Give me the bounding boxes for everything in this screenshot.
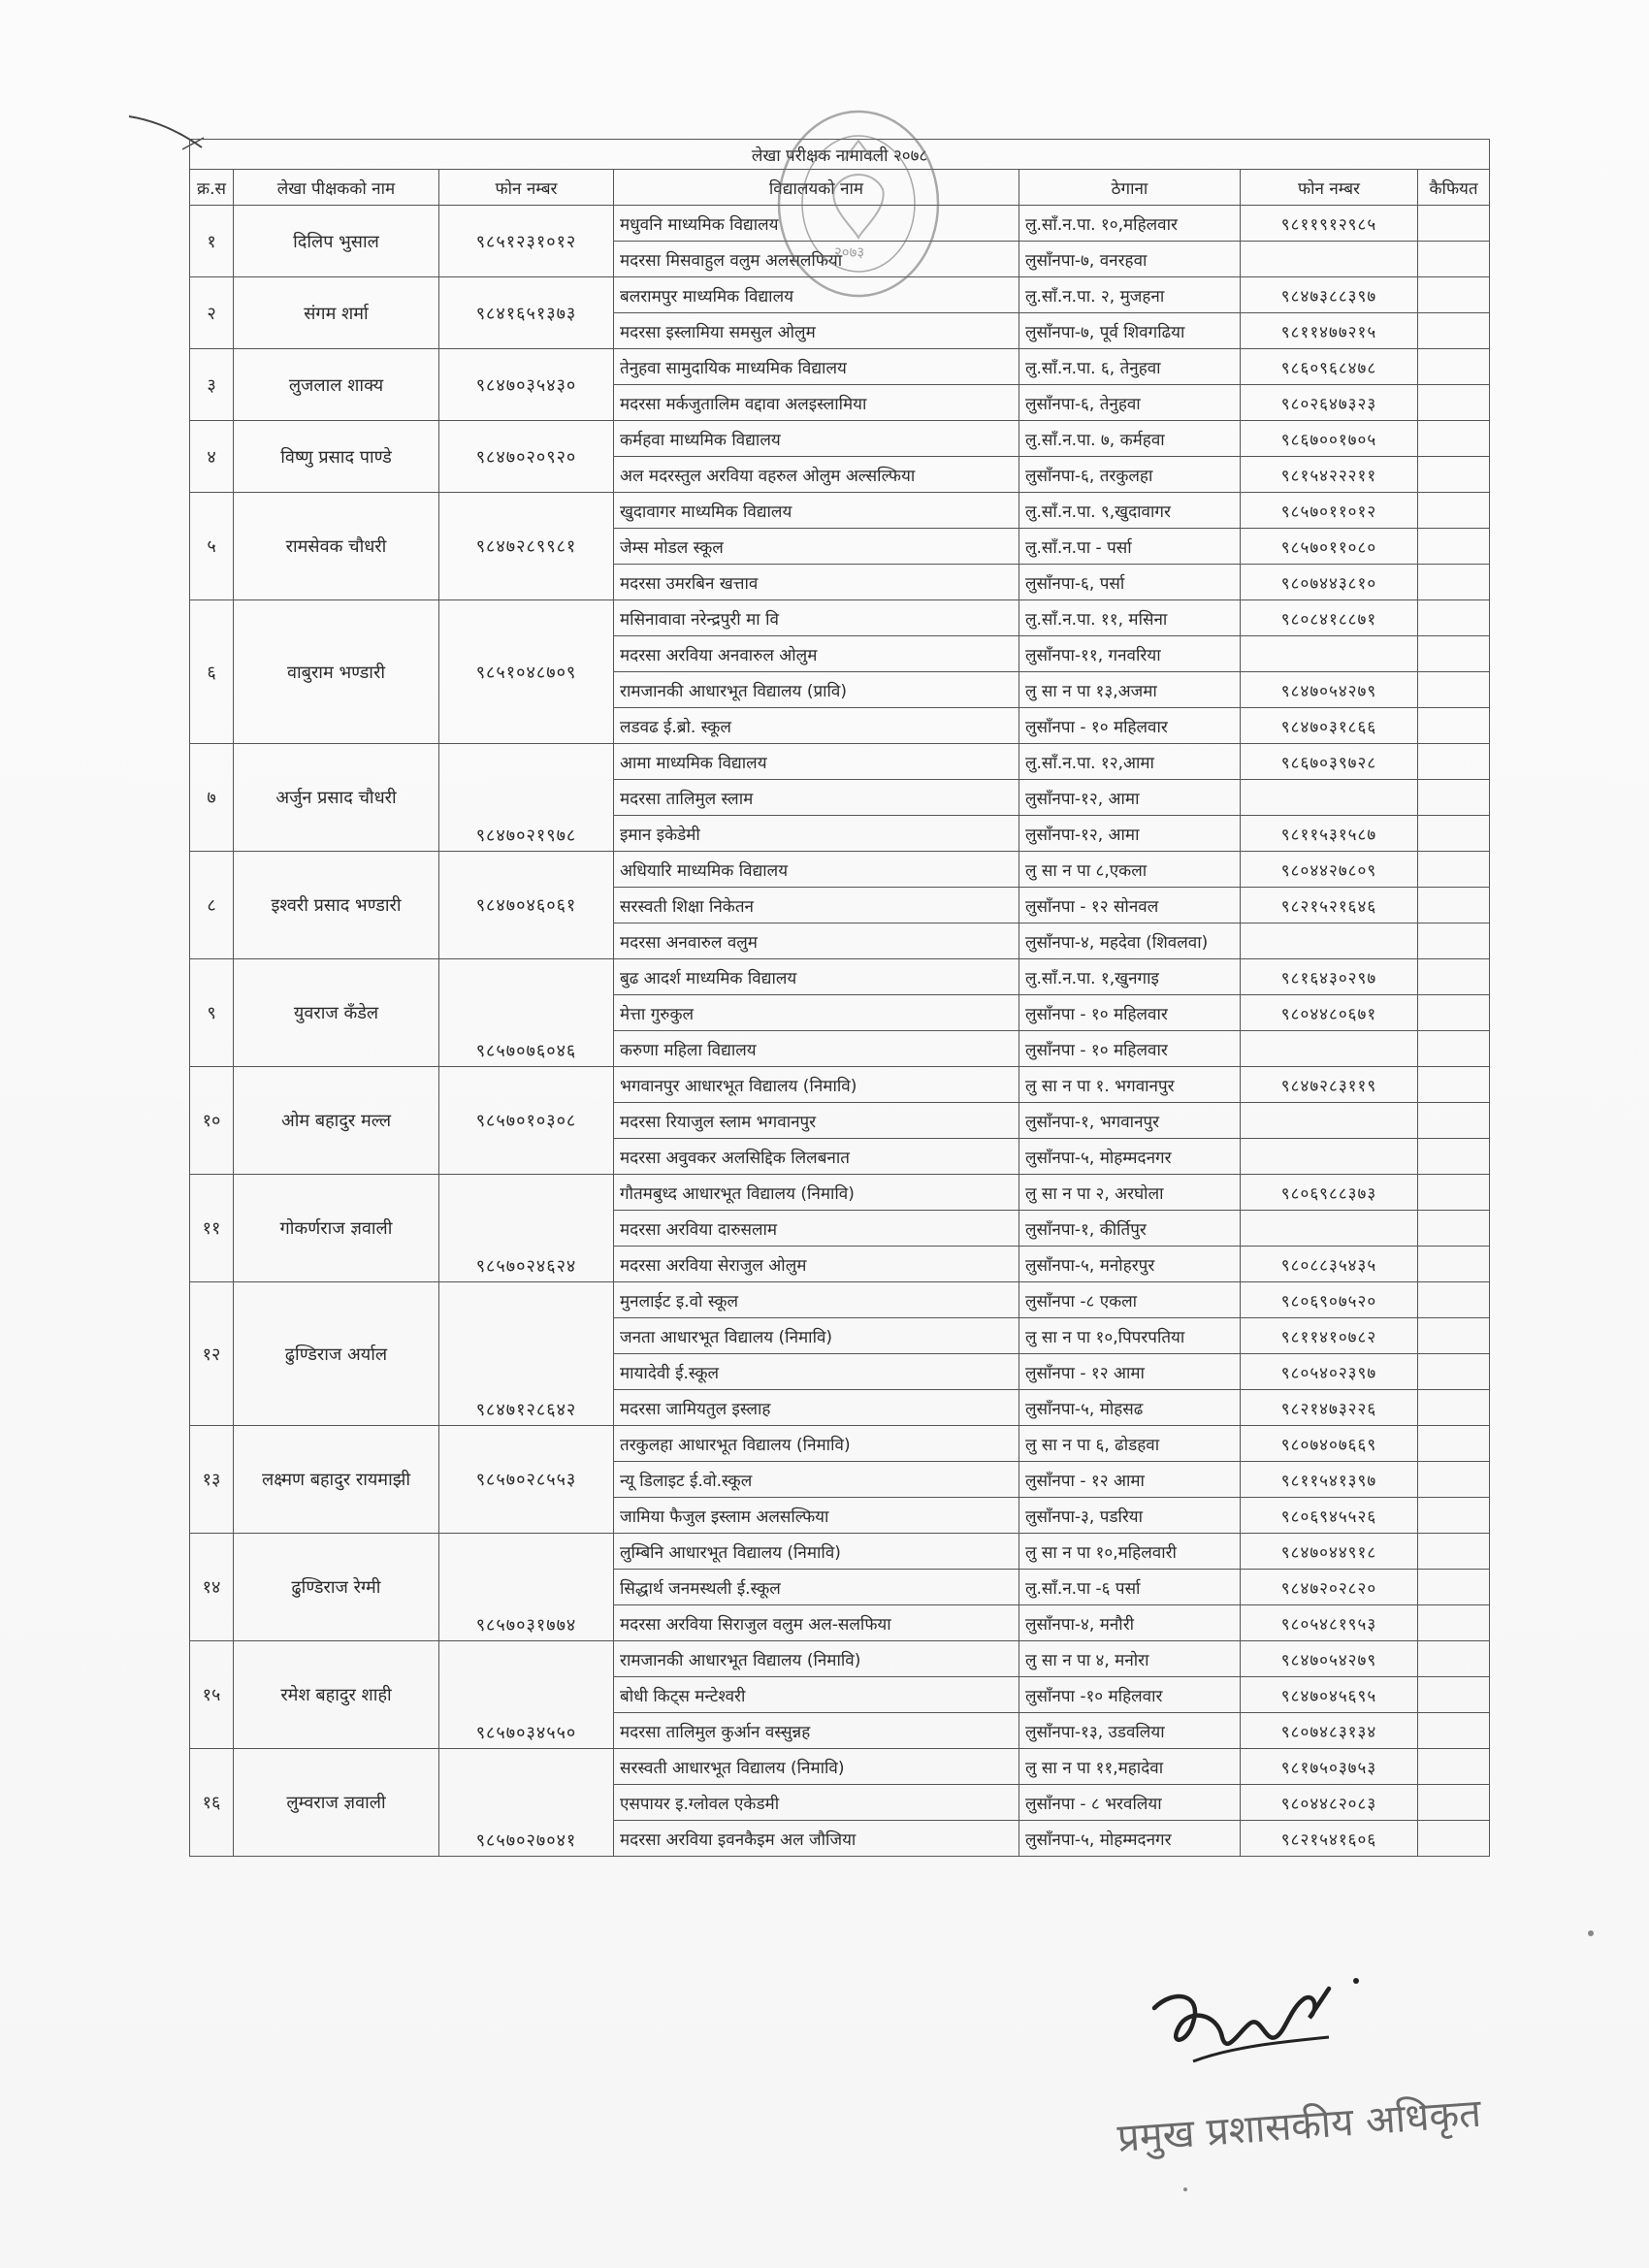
- serial-number: १६: [190, 1749, 234, 1857]
- school-address: लुसाँनपा-१२, आमा: [1019, 780, 1241, 816]
- table-row: [190, 1067, 1490, 1103]
- serial-number: २: [190, 277, 234, 349]
- school-phone: [1241, 923, 1418, 959]
- remarks-cell: [1418, 672, 1490, 708]
- auditor-table: [189, 139, 1490, 1857]
- auditor-name: गोकर्णराज ज्ञवाली: [234, 1175, 439, 1282]
- school-address: लु सा न पा १०,पिपरपतिया: [1019, 1318, 1241, 1354]
- school-name: मायादेवी ई.स्कूल: [614, 1354, 1019, 1390]
- school-phone: ९८११५४१३९७: [1241, 1462, 1418, 1498]
- remarks-cell: [1418, 457, 1490, 493]
- remarks-cell: [1418, 1605, 1490, 1641]
- auditor-phone: ९८४७०४६०६१: [439, 852, 614, 959]
- school-name: मदरसा जामियतुल इस्लाह: [614, 1390, 1019, 1426]
- school-name: मदरसा अरविया इवनकैइम अल जौजिया: [614, 1821, 1019, 1857]
- school-name: कर्महवा माध्यमिक विद्यालय: [614, 421, 1019, 457]
- school-name: एसपायर इ.ग्लोवल एकेडमी: [614, 1785, 1019, 1821]
- remarks-cell: [1418, 600, 1490, 636]
- remarks-cell: [1418, 708, 1490, 744]
- header-auditor-phone: फोन नम्बर: [439, 170, 614, 206]
- school-name: जेम्स मोडल स्कूल: [614, 529, 1019, 565]
- school-address: लुसाँनपा-११, गनवरिया: [1019, 636, 1241, 672]
- remarks-cell: [1418, 1462, 1490, 1498]
- remarks-cell: [1418, 529, 1490, 565]
- auditor-name: दिलिप भुसाल: [234, 206, 439, 277]
- school-address: लु.साँ.न.पा -६ पर्सा: [1019, 1570, 1241, 1605]
- serial-number: ११: [190, 1175, 234, 1282]
- remarks-cell: [1418, 349, 1490, 385]
- auditor-name: वाबुराम भण्डारी: [234, 600, 439, 744]
- school-address: लुसाँनपा-७, वनरहवा: [1019, 242, 1241, 277]
- school-address: लु सा न पा १३,अजमा: [1019, 672, 1241, 708]
- school-phone: ९८२१५२१६४६: [1241, 888, 1418, 923]
- remarks-cell: [1418, 1318, 1490, 1354]
- school-address: लुसाँनपा-५, मोहसढ: [1019, 1390, 1241, 1426]
- remarks-cell: [1418, 816, 1490, 852]
- auditor-phone: ९८४७२८९९८१: [439, 493, 614, 600]
- auditor-phone: ९८४७०२०९२०: [439, 421, 614, 493]
- school-phone: ९८१५४२२२११: [1241, 457, 1418, 493]
- school-name: मुनलाईट इ.वो स्कूल: [614, 1282, 1019, 1318]
- school-phone: ९८४७०५४२७९: [1241, 1641, 1418, 1677]
- school-name: जनता आधारभूत विद्यालय (निमावि): [614, 1318, 1019, 1354]
- table-row: [190, 421, 1490, 457]
- table-row: [190, 277, 1490, 313]
- school-address: लुसाँनपा-१, भगवानपुर: [1019, 1103, 1241, 1139]
- school-address: लुसाँनपा - १२ आमा: [1019, 1462, 1241, 1498]
- school-phone: ९८०५४८१९५३: [1241, 1605, 1418, 1641]
- header-school-phone: फोन नम्बर: [1241, 170, 1418, 206]
- remarks-cell: [1418, 1354, 1490, 1390]
- school-name: रामजानकी आधारभूत विद्यालय (प्रावि): [614, 672, 1019, 708]
- school-address: लु सा न पा ४, मनोरा: [1019, 1641, 1241, 1677]
- remarks-cell: [1418, 1534, 1490, 1570]
- school-phone: [1241, 1031, 1418, 1067]
- svg-text:२०७३: २०७३: [834, 243, 865, 261]
- auditor-phone: ९८५१२३१०१२: [439, 206, 614, 277]
- table-row: [190, 1641, 1490, 1677]
- school-name: मधुवनि माध्यमिक विद्यालय: [614, 206, 1019, 242]
- serial-number: ५: [190, 493, 234, 600]
- table-body: [190, 206, 1490, 1857]
- school-name: इमान इकेडेमी: [614, 816, 1019, 852]
- serial-number: १५: [190, 1641, 234, 1749]
- school-phone: ९८४७०५४२७९: [1241, 672, 1418, 708]
- school-phone: ९८४७२८३११९: [1241, 1067, 1418, 1103]
- auditor-name: ढुण्डिराज अर्याल: [234, 1282, 439, 1426]
- school-name: भगवानपुर आधारभूत विद्यालय (निमावि): [614, 1067, 1019, 1103]
- remarks-cell: [1418, 277, 1490, 313]
- remarks-cell: [1418, 1785, 1490, 1821]
- school-name: मदरसा उमरबिन खत्ताव: [614, 565, 1019, 600]
- school-address: लु.साँ.न.पा. १,खुनगाइ: [1019, 959, 1241, 995]
- serial-number: १४: [190, 1534, 234, 1641]
- auditor-phone: ९८५७०३१७७४: [439, 1534, 614, 1641]
- remarks-cell: [1418, 493, 1490, 529]
- school-address: लुसाँनपा-१३, उडवलिया: [1019, 1713, 1241, 1749]
- school-name: आमा माध्यमिक विद्यालय: [614, 744, 1019, 780]
- table-row: [190, 1426, 1490, 1462]
- remarks-cell: [1418, 242, 1490, 277]
- school-name: मदरसा अरविया सिराजुल वलुम अल-सलफिया: [614, 1605, 1019, 1641]
- auditor-phone: ९८५१०४८७०९: [439, 600, 614, 744]
- school-name: जामिया फैजुल इस्लाम अलसल्फिया: [614, 1498, 1019, 1534]
- remarks-cell: [1418, 636, 1490, 672]
- table-row: [190, 852, 1490, 888]
- school-address: लुसाँनपा-१, कीर्तिपुर: [1019, 1211, 1241, 1247]
- serial-number: १: [190, 206, 234, 277]
- school-phone: ९८४७०३१८६६: [1241, 708, 1418, 744]
- school-name: लुम्बिनि आधारभूत विद्यालय (निमावि): [614, 1534, 1019, 1570]
- auditor-name: विष्णु प्रसाद पाण्डे: [234, 421, 439, 493]
- school-phone: ९८२१५४१६०६: [1241, 1821, 1418, 1857]
- school-phone: ९८०४४८२०८३: [1241, 1785, 1418, 1821]
- school-name: मदरसा तालिमुल कुर्आन वस्सुन्नह: [614, 1713, 1019, 1749]
- school-address: लु.साँ.न.पा - पर्सा: [1019, 529, 1241, 565]
- scan-speck: [1183, 2187, 1187, 2191]
- school-address: लु सा न पा ६, ढोडहवा: [1019, 1426, 1241, 1462]
- serial-number: १२: [190, 1282, 234, 1426]
- auditor-phone: ९८४१६५१३७३: [439, 277, 614, 349]
- school-phone: ९८०८८३५४३५: [1241, 1247, 1418, 1282]
- header-row: [190, 170, 1490, 206]
- school-phone: ९८०६९८८३७३: [1241, 1175, 1418, 1211]
- school-address: लुसाँनपा-४, महदेवा (शिवलवा): [1019, 923, 1241, 959]
- school-phone: [1241, 242, 1418, 277]
- auditor-name: रामसेवक चौधरी: [234, 493, 439, 600]
- table-row: [190, 206, 1490, 242]
- school-name: बुढ आदर्श माध्यमिक विद्यालय: [614, 959, 1019, 995]
- header-auditor-name: लेखा पीक्षकको नाम: [234, 170, 439, 206]
- school-name: मसिनावावा नरेन्द्रपुरी मा वि: [614, 600, 1019, 636]
- school-name: रामजानकी आधारभूत विद्यालय (निमावि): [614, 1641, 1019, 1677]
- school-phone: ९८०७४०७६६९: [1241, 1426, 1418, 1462]
- remarks-cell: [1418, 1247, 1490, 1282]
- header-remarks: कैफियत: [1418, 170, 1490, 206]
- school-address: लुसाँनपा-३, पडरिया: [1019, 1498, 1241, 1534]
- auditor-name: ढुण्डिराज रेग्मी: [234, 1534, 439, 1641]
- remarks-cell: [1418, 1067, 1490, 1103]
- school-address: लुसाँनपा-६, तरकुलहा: [1019, 457, 1241, 493]
- remarks-cell: [1418, 1426, 1490, 1462]
- school-name: लडवढ ई.ब्रो. स्कूल: [614, 708, 1019, 744]
- remarks-cell: [1418, 888, 1490, 923]
- school-name: अधियारि माध्यमिक विद्यालय: [614, 852, 1019, 888]
- serial-number: ४: [190, 421, 234, 493]
- table-row: [190, 744, 1490, 780]
- school-phone: ९८४७०४५६९५: [1241, 1677, 1418, 1713]
- remarks-cell: [1418, 1031, 1490, 1067]
- auditor-phone: ९८५७०७६०४६: [439, 959, 614, 1067]
- remarks-cell: [1418, 206, 1490, 242]
- school-name: सिद्धार्थ जनमस्थली ई.स्कूल: [614, 1570, 1019, 1605]
- school-address: लु.साँ.न.पा. २, मुजहना: [1019, 277, 1241, 313]
- auditor-phone: ९८५७०२४६२४: [439, 1175, 614, 1282]
- school-name: मदरसा अरविया अनवारुल ओलुम: [614, 636, 1019, 672]
- school-name: मदरसा अरविया सेराजुल ओलुम: [614, 1247, 1019, 1282]
- auditor-name: संगम शर्मा: [234, 277, 439, 349]
- serial-number: १०: [190, 1067, 234, 1175]
- remarks-cell: [1418, 923, 1490, 959]
- school-address: लुसाँनपा-६, पर्सा: [1019, 565, 1241, 600]
- table-row: [190, 600, 1490, 636]
- school-address: लु.साँ.न.पा. ७, कर्महवा: [1019, 421, 1241, 457]
- school-address: लुसाँनपा-५, मनोहरपुर: [1019, 1247, 1241, 1282]
- school-phone: [1241, 780, 1418, 816]
- school-phone: ९८०७४८३१३४: [1241, 1713, 1418, 1749]
- school-address: लुसाँनपा -८ एकला: [1019, 1282, 1241, 1318]
- office-title-stamp: प्रमुख प्रशासकीय अधिकृत: [1116, 2090, 1483, 2161]
- table-row: [190, 1282, 1490, 1318]
- table-row: [190, 959, 1490, 995]
- auditor-name: लुम्वराज ज्ञवाली: [234, 1749, 439, 1857]
- school-phone: [1241, 636, 1418, 672]
- school-name: मदरसा तालिमुल स्लाम: [614, 780, 1019, 816]
- school-address: लु सा न पा १. भगवानपुर: [1019, 1067, 1241, 1103]
- school-name: मदरसा रियाजुल स्लाम भगवानपुर: [614, 1103, 1019, 1139]
- school-phone: [1241, 1139, 1418, 1175]
- serial-number: ३: [190, 349, 234, 421]
- table-row: [190, 349, 1490, 385]
- auditor-name: अर्जुन प्रसाद चौधरी: [234, 744, 439, 852]
- header-school-name: विद्यालयको नाम: [614, 170, 1019, 206]
- remarks-cell: [1418, 1821, 1490, 1857]
- signature: [1135, 1969, 1377, 2086]
- school-address: लुसाँनपा -१० महिलवार: [1019, 1677, 1241, 1713]
- school-name: तरकुलहा आधारभूत विद्यालय (निमावि): [614, 1426, 1019, 1462]
- school-phone: ९८५७०११०८०: [1241, 529, 1418, 565]
- remarks-cell: [1418, 1641, 1490, 1677]
- auditor-phone: ९८५७०३४५५०: [439, 1641, 614, 1749]
- school-name: मदरसा मर्कजुतालिम वद्दावा अलइस्लामिया: [614, 385, 1019, 421]
- auditor-phone: ९८४७०३५४३०: [439, 349, 614, 421]
- school-phone: ९८४७०४४९१८: [1241, 1534, 1418, 1570]
- school-address: लु.साँ.न.पा. १०,महिलवार: [1019, 206, 1241, 242]
- remarks-cell: [1418, 1749, 1490, 1785]
- auditor-phone: ९८५७०१०३०८: [439, 1067, 614, 1175]
- serial-number: १३: [190, 1426, 234, 1534]
- auditor-phone: ९८५७०२८५५३: [439, 1426, 614, 1534]
- school-phone: ९८०२६४७३२३: [1241, 385, 1418, 421]
- school-phone: ९८१७५०३७५३: [1241, 1749, 1418, 1785]
- school-address: लु.साँ.न.पा. ६, तेनुहवा: [1019, 349, 1241, 385]
- school-phone: ९८११९१२९८५: [1241, 206, 1418, 242]
- school-phone: ९८०७४४३८१०: [1241, 565, 1418, 600]
- school-address: लुसाँनपा - १० महिलवार: [1019, 995, 1241, 1031]
- school-phone: ९८०४४८०६७१: [1241, 995, 1418, 1031]
- remarks-cell: [1418, 1677, 1490, 1713]
- school-address: लुसाँनपा-५, मोहम्मदनगर: [1019, 1139, 1241, 1175]
- school-phone: ९८६७०३९७२८: [1241, 744, 1418, 780]
- school-name: मदरसा मिसवाहुल वलुम अलसलफिया: [614, 242, 1019, 277]
- remarks-cell: [1418, 313, 1490, 349]
- remarks-cell: [1418, 744, 1490, 780]
- school-phone: ९८०८४१८८७१: [1241, 600, 1418, 636]
- school-name: बोधी किट्स मन्टेश्वरी: [614, 1677, 1019, 1713]
- header-address: ठेगाना: [1019, 170, 1241, 206]
- school-name: अल मदरस्तुल अरविया वहरुल ओलुम अल्सल्फिया: [614, 457, 1019, 493]
- school-address: लुसाँनपा - १० महिलवार: [1019, 1031, 1241, 1067]
- school-phone: ९८१६४३०२९७: [1241, 959, 1418, 995]
- serial-number: ७: [190, 744, 234, 852]
- remarks-cell: [1418, 1211, 1490, 1247]
- school-name: सरस्वती आधारभूत विद्यालय (निमावि): [614, 1749, 1019, 1785]
- table-row: [190, 1749, 1490, 1785]
- school-address: लु सा न पा ८,एकला: [1019, 852, 1241, 888]
- school-name: मदरसा इस्लामिया समसुल ओलुम: [614, 313, 1019, 349]
- school-phone: ९८४७३८८३९७: [1241, 277, 1418, 313]
- remarks-cell: [1418, 565, 1490, 600]
- school-phone: ९८०६९०७५२०: [1241, 1282, 1418, 1318]
- school-address: लुसाँनपा-१२, आमा: [1019, 816, 1241, 852]
- remarks-cell: [1418, 1713, 1490, 1749]
- school-address: लुसाँनपा - १० महिलवार: [1019, 708, 1241, 744]
- school-address: लु सा न पा ११,महादेवा: [1019, 1749, 1241, 1785]
- school-phone: [1241, 1103, 1418, 1139]
- serial-number: ८: [190, 852, 234, 959]
- school-address: लु.साँ.न.पा. १२,आमा: [1019, 744, 1241, 780]
- school-name: न्यू डिलाइट ई.वो.स्कूल: [614, 1462, 1019, 1498]
- school-phone: ९८०५४०२३९७: [1241, 1354, 1418, 1390]
- table-row: [190, 1534, 1490, 1570]
- remarks-cell: [1418, 1570, 1490, 1605]
- table-title: लेखा परीक्षक नामावली २०७८: [190, 140, 1490, 170]
- remarks-cell: [1418, 1175, 1490, 1211]
- school-name: मदरसा अनवारुल वलुम: [614, 923, 1019, 959]
- school-phone: ९८११४७७२१५: [1241, 313, 1418, 349]
- school-phone: ९८०४४२७८०९: [1241, 852, 1418, 888]
- school-address: लुसाँनपा - १२ सोनवल: [1019, 888, 1241, 923]
- school-name: खुदावागर माध्यमिक विद्यालय: [614, 493, 1019, 529]
- school-phone: ९८११५३१५८७: [1241, 816, 1418, 852]
- school-address: लुसाँनपा-६, तेनुहवा: [1019, 385, 1241, 421]
- remarks-cell: [1418, 1103, 1490, 1139]
- auditor-name: युवराज कँडेल: [234, 959, 439, 1067]
- school-address: लु सा न पा १०,महिलवारी: [1019, 1534, 1241, 1570]
- remarks-cell: [1418, 1139, 1490, 1175]
- school-name: करुणा महिला विद्यालय: [614, 1031, 1019, 1067]
- remarks-cell: [1418, 995, 1490, 1031]
- school-name: मेत्ता गुरुकुल: [614, 995, 1019, 1031]
- remarks-cell: [1418, 959, 1490, 995]
- auditor-name: रमेश बहादुर शाही: [234, 1641, 439, 1749]
- table-row: [190, 1175, 1490, 1211]
- serial-number: ९: [190, 959, 234, 1067]
- table-row: [190, 493, 1490, 529]
- remarks-cell: [1418, 852, 1490, 888]
- school-address: लु सा न पा २, अरघोला: [1019, 1175, 1241, 1211]
- school-name: मदरसा अरविया दारुसलाम: [614, 1211, 1019, 1247]
- school-phone: ९८४७२०२८२०: [1241, 1570, 1418, 1605]
- title-row: [190, 140, 1490, 170]
- school-name: सरस्वती शिक्षा निकेतन: [614, 888, 1019, 923]
- school-address: लु.साँ.न.पा. ११, मसिना: [1019, 600, 1241, 636]
- school-phone: ९८११४१०७८२: [1241, 1318, 1418, 1354]
- school-address: लु.साँ.न.पा. ९,खुदावागर: [1019, 493, 1241, 529]
- remarks-cell: [1418, 1390, 1490, 1426]
- auditor-phone: ९८५७०२७०४१: [439, 1749, 614, 1857]
- school-address: लुसाँनपा-५, मोहम्मदनगर: [1019, 1821, 1241, 1857]
- auditor-name: लक्ष्मण बहादुर रायमाझी: [234, 1426, 439, 1534]
- school-address: लुसाँनपा-४, मनौरी: [1019, 1605, 1241, 1641]
- school-name: बलरामपुर माध्यमिक विद्यालय: [614, 277, 1019, 313]
- school-name: गौतमबुध्द आधारभूत विद्यालय (निमावि): [614, 1175, 1019, 1211]
- remarks-cell: [1418, 385, 1490, 421]
- school-phone: ९८६७००१७०५: [1241, 421, 1418, 457]
- school-phone: ९८६०९६८४७८: [1241, 349, 1418, 385]
- serial-number: ६: [190, 600, 234, 744]
- school-phone: ९८२१४७३२२६: [1241, 1390, 1418, 1426]
- header-serial: क्र.स: [190, 170, 234, 206]
- auditor-phone: ९८४७०२१९७८: [439, 744, 614, 852]
- auditor-name: लुजलाल शाक्य: [234, 349, 439, 421]
- remarks-cell: [1418, 780, 1490, 816]
- school-address: लुसाँनपा - ८ भरवलिया: [1019, 1785, 1241, 1821]
- school-address: लुसाँनपा-७, पूर्व शिवगढिया: [1019, 313, 1241, 349]
- school-phone: [1241, 1211, 1418, 1247]
- remarks-cell: [1418, 1282, 1490, 1318]
- remarks-cell: [1418, 1498, 1490, 1534]
- auditor-phone: ९८४७१२८६४२: [439, 1282, 614, 1426]
- auditor-name: ओम बहादुर मल्ल: [234, 1067, 439, 1175]
- school-phone: ९८०६९४५५२६: [1241, 1498, 1418, 1534]
- auditor-name: इश्वरी प्रसाद भण्डारी: [234, 852, 439, 959]
- school-name: मदरसा अवुवकर अलसिद्दिक लिलबनात: [614, 1139, 1019, 1175]
- school-name: तेनुहवा सामुदायिक माध्यमिक विद्यालय: [614, 349, 1019, 385]
- remarks-cell: [1418, 421, 1490, 457]
- school-phone: ९८५७०११०१२: [1241, 493, 1418, 529]
- scan-speck: [1588, 1930, 1594, 1936]
- school-address: लुसाँनपा - १२ आमा: [1019, 1354, 1241, 1390]
